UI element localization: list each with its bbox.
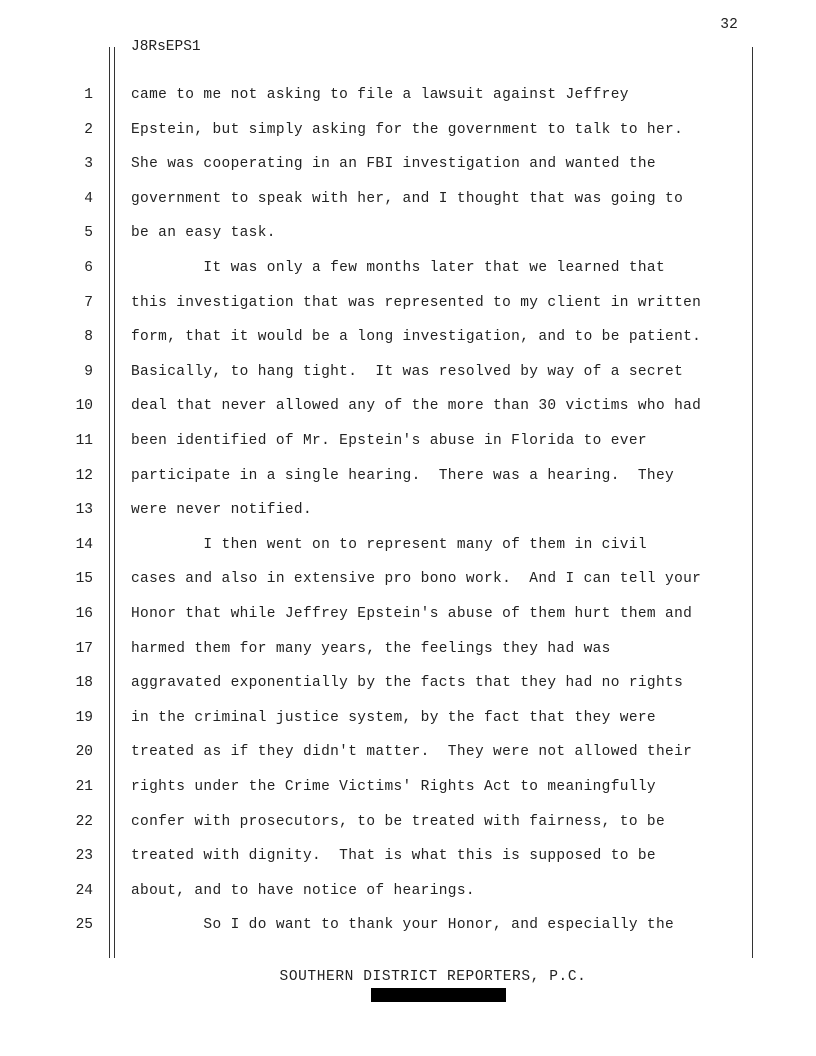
transcript-line [0, 84, 816, 106]
line-text: It was only a few months later that we learned that [131, 260, 666, 276]
line-text: about, and to have notice of hearings. [131, 882, 475, 899]
line-number: 19 [75, 709, 93, 726]
transcript-line [0, 534, 816, 556]
line-text: cases and also in extensive pro bono work. And I can tell your [131, 571, 702, 588]
line-text: form, that it would be a long investigation, and to be patient. [131, 329, 702, 346]
line-number: 24 [75, 882, 93, 899]
line-text: confer with prosecutors, to be treated with fairness, to be [131, 813, 666, 830]
line-text: treated as if they didn't matter. They were not allowed their [131, 744, 693, 761]
redaction-bar [371, 988, 506, 1002]
line-text: Honor that while Jeffrey Epstein's abuse of them hurt them and [131, 606, 693, 622]
line-text: She was cooperating in an FBI investigation and wanted the [131, 156, 656, 173]
line-number: 17 [75, 640, 93, 657]
transcript-line [0, 465, 816, 487]
line-text: government to speak with her, and I thought that was going to [131, 190, 684, 207]
line-number: 9 [84, 363, 93, 380]
line-number: 12 [75, 467, 93, 484]
line-number: 6 [84, 260, 93, 276]
line-text: came to me not asking to file a lawsuit against Jeffrey [131, 87, 629, 103]
line-text: in the criminal justice system, by the fact that they were [131, 709, 656, 726]
transcript-line [0, 776, 816, 798]
transcript-line [0, 880, 816, 902]
footer-reporter-name: SOUTHERN DISTRICT REPORTERS, P.C. [279, 969, 587, 985]
transcript-line [0, 845, 816, 867]
transcript-line [0, 326, 816, 348]
line-number: 5 [84, 225, 93, 242]
line-text: harmed them for many years, the feelings they had was [131, 640, 611, 657]
line-number: 22 [75, 813, 93, 830]
line-number: 21 [75, 779, 93, 795]
transcript-line [0, 153, 816, 175]
transcript-line [0, 914, 816, 936]
line-number: 2 [84, 121, 93, 138]
line-text: be an easy task. [131, 225, 276, 242]
line-number: 7 [84, 294, 93, 311]
line-number: 1 [84, 87, 93, 103]
transcript-line [0, 741, 816, 763]
line-number: 3 [84, 156, 93, 173]
line-number: 13 [75, 502, 93, 519]
transcript-line [0, 188, 816, 210]
line-text: deal that never allowed any of the more than 30 victims who had [131, 398, 702, 415]
transcript-line [0, 119, 816, 141]
line-number: 16 [75, 606, 93, 622]
line-text: been identified of Mr. Epstein's abuse in Florida to ever [131, 433, 647, 449]
line-text: So I do want to thank your Honor, and especially the [131, 917, 675, 934]
document-id: J8RsEPS1 [131, 39, 201, 55]
line-number: 10 [75, 398, 93, 415]
transcript-line [0, 811, 816, 833]
line-number: 8 [84, 329, 93, 346]
transcript-line [0, 222, 816, 244]
line-number: 18 [75, 675, 93, 692]
transcript-line [0, 292, 816, 314]
line-text: this investigation that was represented to my client in written [131, 294, 702, 311]
line-number: 20 [75, 744, 93, 761]
line-text: aggravated exponentially by the facts that they had no rights [131, 675, 684, 692]
transcript-line [0, 568, 816, 590]
transcript-line [0, 603, 816, 625]
line-text: participate in a single hearing. There was a hearing. They [131, 467, 675, 484]
line-number: 4 [84, 190, 93, 207]
transcript-line [0, 395, 816, 417]
transcript-line [0, 707, 816, 729]
transcript-line [0, 499, 816, 521]
transcript-line [0, 257, 816, 279]
transcript-line [0, 361, 816, 383]
line-text: rights under the Crime Victims' Rights Act to meaningfully [131, 779, 656, 795]
line-text: I then went on to represent many of them in civil [131, 536, 647, 553]
page-number: 32 [720, 17, 738, 33]
line-number: 14 [75, 536, 93, 553]
line-text: Basically, to hang tight. It was resolved by way of a secret [131, 363, 684, 380]
line-number: 11 [75, 433, 93, 449]
line-text: Epstein, but simply asking for the government to talk to her. [131, 121, 684, 138]
line-number: 25 [75, 917, 93, 934]
transcript-line [0, 430, 816, 452]
line-text: treated with dignity. That is what this is supposed to be [131, 848, 656, 865]
line-number: 23 [75, 848, 93, 865]
transcript-line [0, 672, 816, 694]
line-text: were never notified. [131, 502, 313, 519]
transcript-line [0, 638, 816, 660]
line-number: 15 [75, 571, 93, 588]
